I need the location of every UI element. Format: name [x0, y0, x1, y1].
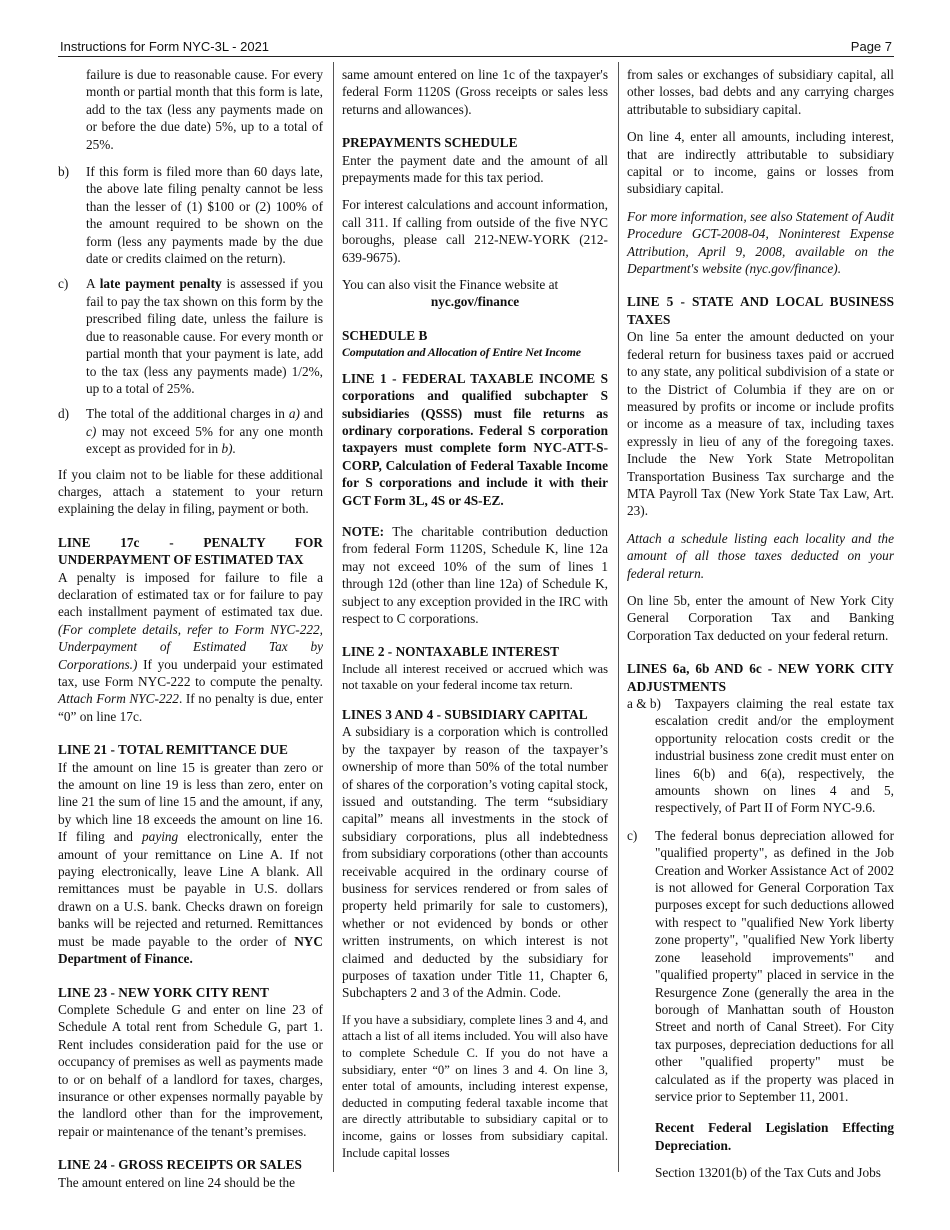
paragraph-prepayments: Enter the payment date and the amount of all prepayments made for this tax period.	[342, 152, 608, 186]
column-2	[342, 66, 608, 1171]
column-3	[627, 66, 894, 1192]
list-item-c-bonus: c) The federal bonus depreciation allowed for "qualified property", as defined in the Job Creation and Worker Assistance Act of 2002 is not allowed for General Corporation Tax purposes except for such deductions allowed with respect to "qualified New York liberty zone property", "qualified New York liberty zone leasehold improvements" and "qualified property" placed in service in the Resurgence Zone (generally the area in the borough of Manhattan south of Houston Street and north of Canal Street). For City tax purposes, depreciation deductions for all other "qualified property" must be calculated as if the property was placed in service prior to September 11, 2001.	[627, 827, 894, 1104]
paragraph-late-filing: failure is due to reasonable cause. For every month or partial month that this form is late, add to the tax (less any payments made on or before the due date) 5%, up to a total of 25%.	[86, 67, 323, 152]
heading-line-24: LINE 24 - GROSS RECEIPTS OR SALES	[58, 1157, 302, 1173]
heading-lines-6: LINES 6a, 6b AND 6c - NEW YORK CITY ADJUSTMENTS	[627, 661, 894, 694]
paragraph-line-5b: On line 5b, enter the amount of New York City General Corporation Tax and Banking Corporation Tax deducted on your federal return.	[627, 592, 894, 643]
paragraph-line-4: On line 4, enter all amounts, including interest, that are indirectly attributable to subsidiary capital or to income, gains or losses from subsidiary capital.	[627, 129, 894, 197]
heading-line-5: LINE 5 - STATE AND LOCAL BUSINESS TAXES	[627, 294, 894, 327]
column-1	[58, 66, 323, 1201]
paragraph-capital-cont: from sales or exchanges of subsidiary capital, all other losses, bad debts and any carrying charges attributable to subsidiary capital.	[627, 67, 894, 117]
column-divider-2	[618, 62, 619, 1172]
paragraph-line-21: If the amount on line 15 is greater than zero or the amount on line 19 is less than zero, enter on line 21 the sum of line 15 and the amount, if any, by which line 18 exceeds the amount on line 16. If filing and paying electronically, enter the amount of your remittance on Line A. If not paying electronically, leave Line A blank. All remittances must be payable in U.S. dollars drawn on a U.S. bank. Checks drawn on foreign banks will be rejected and returned. Remittances must be made payable to the order of NYC Department of Finance.	[58, 759, 323, 967]
column-divider-1	[333, 62, 334, 1172]
paragraph-line-2: Include all interest received or accrued which was not taxable on your federal income tax return.	[342, 661, 608, 693]
page-header	[58, 38, 894, 56]
header-rule	[58, 56, 894, 57]
schedule-b-subtitle: Computation and Allocation of Entire Net Income	[342, 345, 581, 360]
paragraph-line-17c: A penalty is imposed for failure to file a declaration of estimated tax or for failure to pay each installment payment of estimated tax due. (For complete details, refer to Form NYC-222, Underpayment of Estimated Tax by Corporations.) If you underpaid your estimated tax, use Form NYC-222 to compute the penalty. Attach Form NYC-222. If no penalty is due, enter “0” on line 17c.	[58, 569, 323, 724]
page-number: Page 7	[850, 39, 892, 54]
finance-website: nyc.gov/finance	[430, 294, 520, 310]
heading-schedule-b: SCHEDULE B	[342, 327, 428, 343]
list-item-b: b) If this form is filed more than 60 days late, the above late filing penalty cannot be less than the lesser of (1) $100 or (2) 100% of the amount required to be shown on the form (less any payments made by the due date or credits claimed on the return).	[58, 164, 323, 267]
paragraph-line-23: Complete Schedule G and enter on line 23 of Schedule A total rent from Schedule G, part 1. Rent includes consideration paid for the use or occupancy of premises as well as payments made to or on behalf of a landlord for taxes, charges, insurance or other expenses normally payable by the landlord other than for the improvement, repair or maintenance of the tenant’s premises.	[58, 1001, 323, 1139]
paragraph-subsidiary: If you have a subsidiary, complete lines 3 and 4, and attach a list of all items included. You will also have to complete Schedule C. If you do not have a subsidiary, enter “0” on lines 3 and 4. On line 3, enter total of amounts, including interest expense, deducted in computing federal taxable income that are directly attributable to subsidiary capital or to income, gains or losses from subsidiary capital. Include capital losses	[342, 1012, 608, 1160]
heading-prepayments: PREPAYMENTS SCHEDULE	[342, 135, 518, 151]
list-item-d: d) The total of the additional charges in a) and c) may not exceed 5% for any one month except as provided for in b).	[58, 406, 323, 457]
list-item-a-b: a & b) Taxpayers claiming the real estate tax escalation credit and/or the employment opportunity relocation costs credit or the industrial business zone credit must enter on lines 6(b) and 6(a), respectively, the amounts shown on lines 4 and 5, respectively, of Part II of Form NYC-9.6.	[627, 696, 894, 816]
paragraph-interest-calc: For interest calculations and account information, call 311. If calling from outside of the five NYC boroughs, please call 212-NEW-YORK (212-639-9675).	[342, 197, 608, 265]
form-title: Instructions for Form NYC-3L - 2021	[60, 39, 270, 54]
paragraph-line-5a: On line 5a enter the amount deducted on your federal return for business taxes paid or accrued to any state, any political subdivision of a state or to the District of Columbia if they are on or measured by profits or income or include profits or income as a measure of tax, including taxes expressly in lieu of any of the foregoing taxes. Include the New York State Metropolitan Transportation Business Tax surcharge and the MTA Payroll Tax (New York State Tax Law, Art. 23).	[627, 329, 894, 519]
heading-line-23: LINE 23 - NEW YORK CITY RENT	[58, 984, 269, 1000]
paragraph-attach-schedule: Attach a schedule listing each locality and the amount of all those taxes deducted on your federal return.	[627, 530, 894, 581]
heading-line-2: LINE 2 - NONTAXABLE INTEREST	[342, 644, 559, 660]
heading-line-1: LINE 1 - FEDERAL TAXABLE INCOME S corporations and qualified subchapter S subsidiaries (QSSS) must file returns as ordinary corporations. Federal S corporation taxpayers must complete form NYC-ATT-S-CORP, Calculation of Federal Taxable Income for S corporations and include it with their GCT Form 3L, 4S or 4S-EZ.	[342, 370, 608, 508]
heading-line-17c: LINE 17c - PENALTY FOR UNDERPAYMENT OF ESTIMATED TAX	[58, 534, 323, 568]
paragraph-visit: You can also visit the Finance website at	[342, 277, 559, 293]
paragraph-line-24: The amount entered on line 24 should be the	[58, 1174, 296, 1190]
paragraph-note: NOTE: The charitable contribution deduction from federal Form 1120S, Schedule K, line 12a may not exceed 10% of the sum of lines 1 through 12d (other than line 12a) of Schedule K, subject to any exception provided in the IRC with respect to C corporations.	[342, 523, 608, 626]
paragraph-section-13201: Section 13201(b) of the Tax Cuts and Jobs	[655, 1165, 881, 1181]
paragraph-lines-3-4: A subsidiary is a corporation which is controlled by the taxpayer by reason of the taxpayer’s ownership of more than 50% of the total number of shares of the corporation’s voting capital stock, issued and outstanding. The term “subsidiary capital” means all investments in the stock of subsidiary corporations, plus all indebtedness from subsidiary corporations (other than accounts receivable acquired in the ordinary course of business for services rendered or from sales of property held primarily for sale to customers), whether or not evidenced by bonds or other written instruments, on which interest is not claimed and deducted by the subsidiary for purposes of taxation under Title 11, Chapter 6, Subchapters 2 and 3 of the Admin. Code.	[342, 724, 608, 1001]
paragraph-line-24-cont: same amount entered on line 1c of the taxpayer's federal Form 1120S (Gross receipts or sales less returns and allowances).	[342, 67, 608, 117]
heading-lines-3-4: LINES 3 AND 4 - SUBSIDIARY CAPITAL	[342, 706, 588, 722]
heading-line-21: LINE 21 - TOTAL REMITTANCE DUE	[58, 742, 288, 758]
paragraph-more-info: For more information, see also Statement of Audit Procedure GCT-2008-04, Noninterest Expense Attribution, April 9, 2008, available on the Department's website (nyc.gov/finance).	[627, 208, 894, 277]
list-item-c: c) A late payment penalty is assessed if you fail to pay the tax shown on this form by the prescribed filing date, unless the failure is due to reasonable cause. For every month or partial month that your payment is late, add to the tax (less any payments made) 1/2%, up to a total of 25%.	[58, 276, 323, 396]
paragraph-claim: If you claim not to be liable for these additional charges, attach a statement to your return explaining the delay in filing, payment or both.	[58, 466, 323, 517]
heading-recent-legislation: Recent Federal Legislation Effecting Depreciation.	[655, 1120, 894, 1153]
